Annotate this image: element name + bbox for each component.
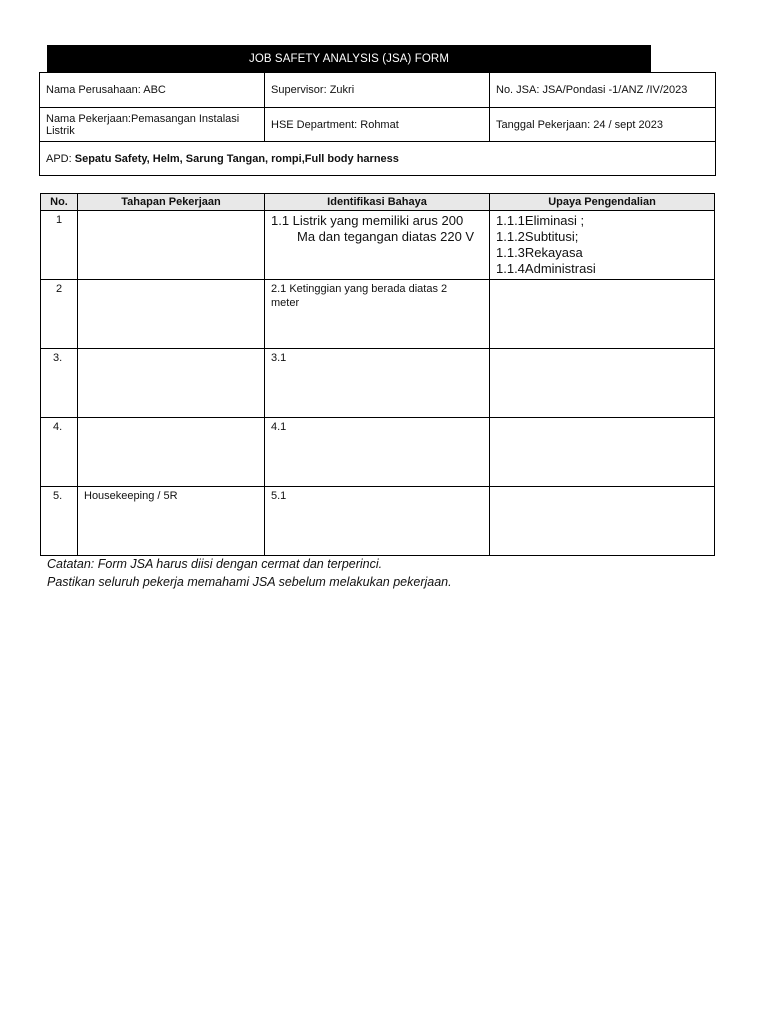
row-no: 2 — [41, 280, 78, 349]
header-control: Upaya Pengendalian — [490, 194, 715, 211]
row-control — [490, 349, 715, 418]
control-item: 1.1.1Eliminasi ; — [496, 213, 585, 228]
control-item: 1.1.2Subtitusi; — [496, 229, 579, 244]
table-row — [41, 349, 715, 418]
row-control — [490, 211, 715, 280]
hazard-line1: 1.1 Listrik yang memiliki arus 200 — [271, 213, 464, 228]
control-item: 1.1.3Rekayasa — [496, 245, 583, 260]
control-item: 1.1.4Administrasi — [496, 261, 596, 276]
supervisor-cell: Supervisor: Zukri — [265, 73, 490, 108]
job-name-line2: Listrik — [46, 124, 75, 137]
row-hazard: 4.1 — [265, 418, 490, 487]
hse-cell: HSE Department: Rohmat — [265, 108, 490, 142]
table-row — [41, 211, 715, 280]
row-step — [78, 418, 265, 487]
note-line1: Catatan: Form JSA harus diisi dengan cermat dan terperinci. — [47, 557, 383, 571]
hazard-line2: meter — [271, 297, 300, 309]
form-title: JOB SAFETY ANALYSIS (JSA) FORM — [47, 45, 651, 72]
date-cell: Tanggal Pekerjaan: 24 / sept 2023 — [490, 108, 716, 142]
jsa-table — [40, 193, 715, 556]
row-step — [78, 349, 265, 418]
header-hazard: Identifikasi Bahaya — [265, 194, 490, 211]
row-no: 4. — [41, 418, 78, 487]
note-line2: Pastikan seluruh pekerja memahami JSA sebelum melakukan pekerjaan. — [47, 575, 452, 589]
row-hazard: 3.1 — [265, 349, 490, 418]
table-row — [41, 280, 715, 349]
row-control — [490, 418, 715, 487]
row-step: Housekeeping / 5R — [78, 487, 265, 556]
company-cell: Nama Perusahaan: ABC — [40, 73, 265, 108]
table-row — [41, 418, 715, 487]
header-step: Tahapan Pekerjaan — [78, 194, 265, 211]
apd-value: Sepatu Safety, Helm, Sarung Tangan, rompi,Full body harness — [74, 152, 399, 165]
hazard-line1: 2.1 Ketinggian yang berada diatas 2 — [271, 283, 448, 295]
row-no: 1 — [41, 211, 78, 280]
row-step — [78, 280, 265, 349]
notes — [47, 555, 452, 591]
row-no: 5. — [41, 487, 78, 556]
row-control — [490, 487, 715, 556]
apd-label: APD: — [46, 152, 75, 165]
row-hazard: 5.1 — [265, 487, 490, 556]
row-no: 3. — [41, 349, 78, 418]
job-name-cell — [40, 108, 265, 142]
row-step — [78, 211, 265, 280]
apd-cell — [40, 142, 716, 176]
jsa-number-cell: No. JSA: JSA/Pondasi -1/ANZ /IV/2023 — [490, 73, 716, 108]
header-no: No. — [41, 194, 78, 211]
row-control — [490, 280, 715, 349]
job-name-line1: Nama Pekerjaan:Pemasangan Instalasi — [46, 112, 240, 125]
info-table — [39, 72, 716, 176]
hazard-line2: Ma dan tegangan diatas 220 V — [297, 229, 475, 244]
row-hazard — [265, 211, 490, 280]
table-row — [41, 487, 715, 556]
row-hazard — [265, 280, 490, 349]
